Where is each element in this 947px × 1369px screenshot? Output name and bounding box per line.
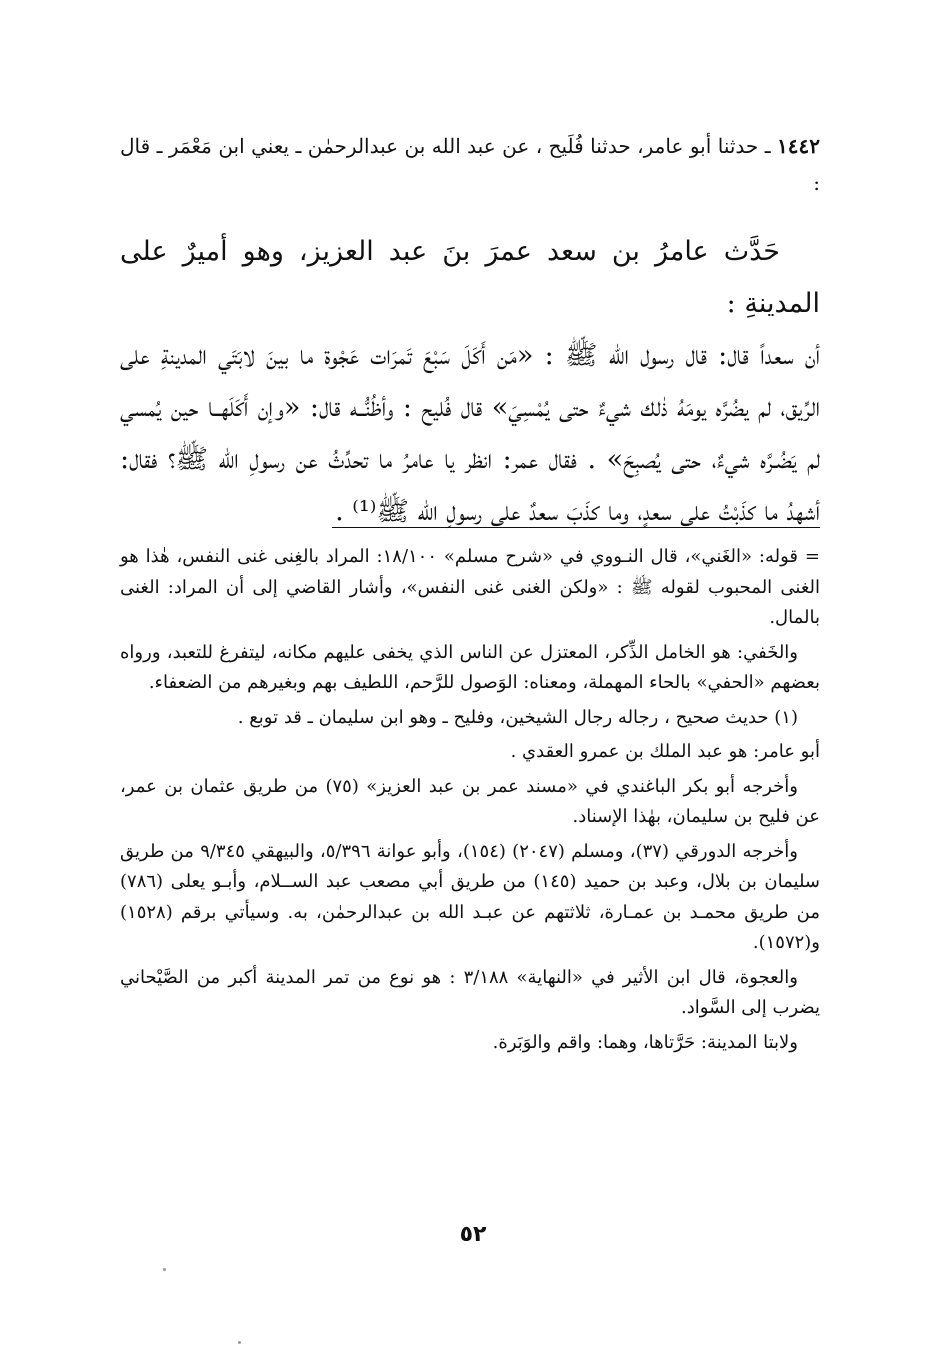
footnote-narrator: أبو عامر: هو عبد الملك بن عمرو العقدي . xyxy=(510,741,820,762)
footnote-takhrij-2: وأخرجه الدورقي (٣٧)، ومسلم (٢٠٤٧) (١٥٤)، وأبو عوانة ٥/٣٩٦، والبيهقي ٩/٣٤٥ من طريق سليمان بن بلال، وعبد بن حميد (١٤٥) من طريق أبي مصعب عبد الســلام، وأبـو يعلى (٧٨٦) من طريق محمـد بن عمـارة، ثلاثتهم عن عبـد الله بن عبدالرحمٰن، به. وسيأتي برقم (١٥٢٨) و(١٥٧٢). xyxy=(120,840,820,953)
footnote-khafi: والخَفي: هو الخامل الذِّكر، المعتزل عن الناس الذي يخفى عليهم مكانه، ليتفرغ للتعبد، ورواه بعضهم «الحفي» بالحاء المهملة، ومعناه: الوَصول للرَّحم، اللطيف بهم وبغيرهم من الضعفاء. xyxy=(120,641,820,693)
footnote-divider xyxy=(332,527,820,528)
footnote-continuation: = قوله: «الغَني»، قال النـووي في «شرح مسلم» ١٨/١٠٠: المراد بالغِنى غنى النفس، هٰذا هو الغنى المحبوب لقوله ﷺ : «ولكن الغنى غنى النفس»، وأشار القاضي إلى أن المراد: الغنى بالمال. xyxy=(120,546,820,628)
hadith-isnad: ـ حدثنا أبو عامر، حدثنا فُلَيح ، عن عبد الله بن عبدالرحمٰن ـ يعني ابن مَعْمَر ـ قال : xyxy=(120,134,820,195)
hadith-intro: حَدَّث عامرُ بن سعد عمرَ بنَ عبد العزيز، وهو أميرٌ على المدينةِ : xyxy=(120,236,820,319)
scan-speck xyxy=(163,1268,166,1271)
footnote-labatan: ولابتا المدينة: حَرَّتاها، وهما: واقم والوَبَرة. xyxy=(492,1031,798,1053)
hadith-matn: أن سعداً قال: قال رسول الله ﷺ : «مَن أَكَلَ سَبْعَ تَمرَات عَجْوة ما بينَ لابَتَي المدينةِ على الرِّيق، لم يضُرَّه يومَهُ ذٰلك شيءٌ حتى يُمْسِيَ» قال فُليح : وأظُنُّــه قال: «وإن أَكَلَهــا حين يُمسي لم يَضُـرَّه شيءٌ، حتى يُصبِحَ» . فقال عمر: انظر يا عامرُ ما تحدِّثُ عن رسولِ الله ﷺ؟ فقال: أشهدُ ما كذَبْتُ على سعدٍ، وما كذَبَ سعدٌ على رسولِ الله ﷺ⁽¹⁾ . xyxy=(120,340,820,527)
footnote-ajwa: والعجوة، قال ابن الأثير في «النهاية» ٣/١٨٨ : هو نوع من تمر المدينة أكبر من الصَّيْحاني يضرب إلى السَّواد. xyxy=(120,966,820,1018)
hadith-chain xyxy=(120,128,820,202)
footnote-takhrij-1: وأخرجه أبو بكر الباغندي في «مسند عمر بن عبد العزيز» (٧٥) من طريق عثمان بن عمر، عن فليح بن سليمان، بهٰذا الإسناد. xyxy=(120,775,820,827)
scan-speck xyxy=(238,1341,241,1344)
footnote-1-grading: (١) حديث صحيح ، رجاله رجال الشيخين، وفليح ـ وهو ابن سليمان ـ قد توبع . xyxy=(237,706,798,728)
footnotes xyxy=(120,542,820,1062)
hadith-number: ١٤٤٢ xyxy=(777,134,820,158)
hadith-text xyxy=(120,226,820,538)
page-number: ٥٢ xyxy=(459,1222,487,1247)
